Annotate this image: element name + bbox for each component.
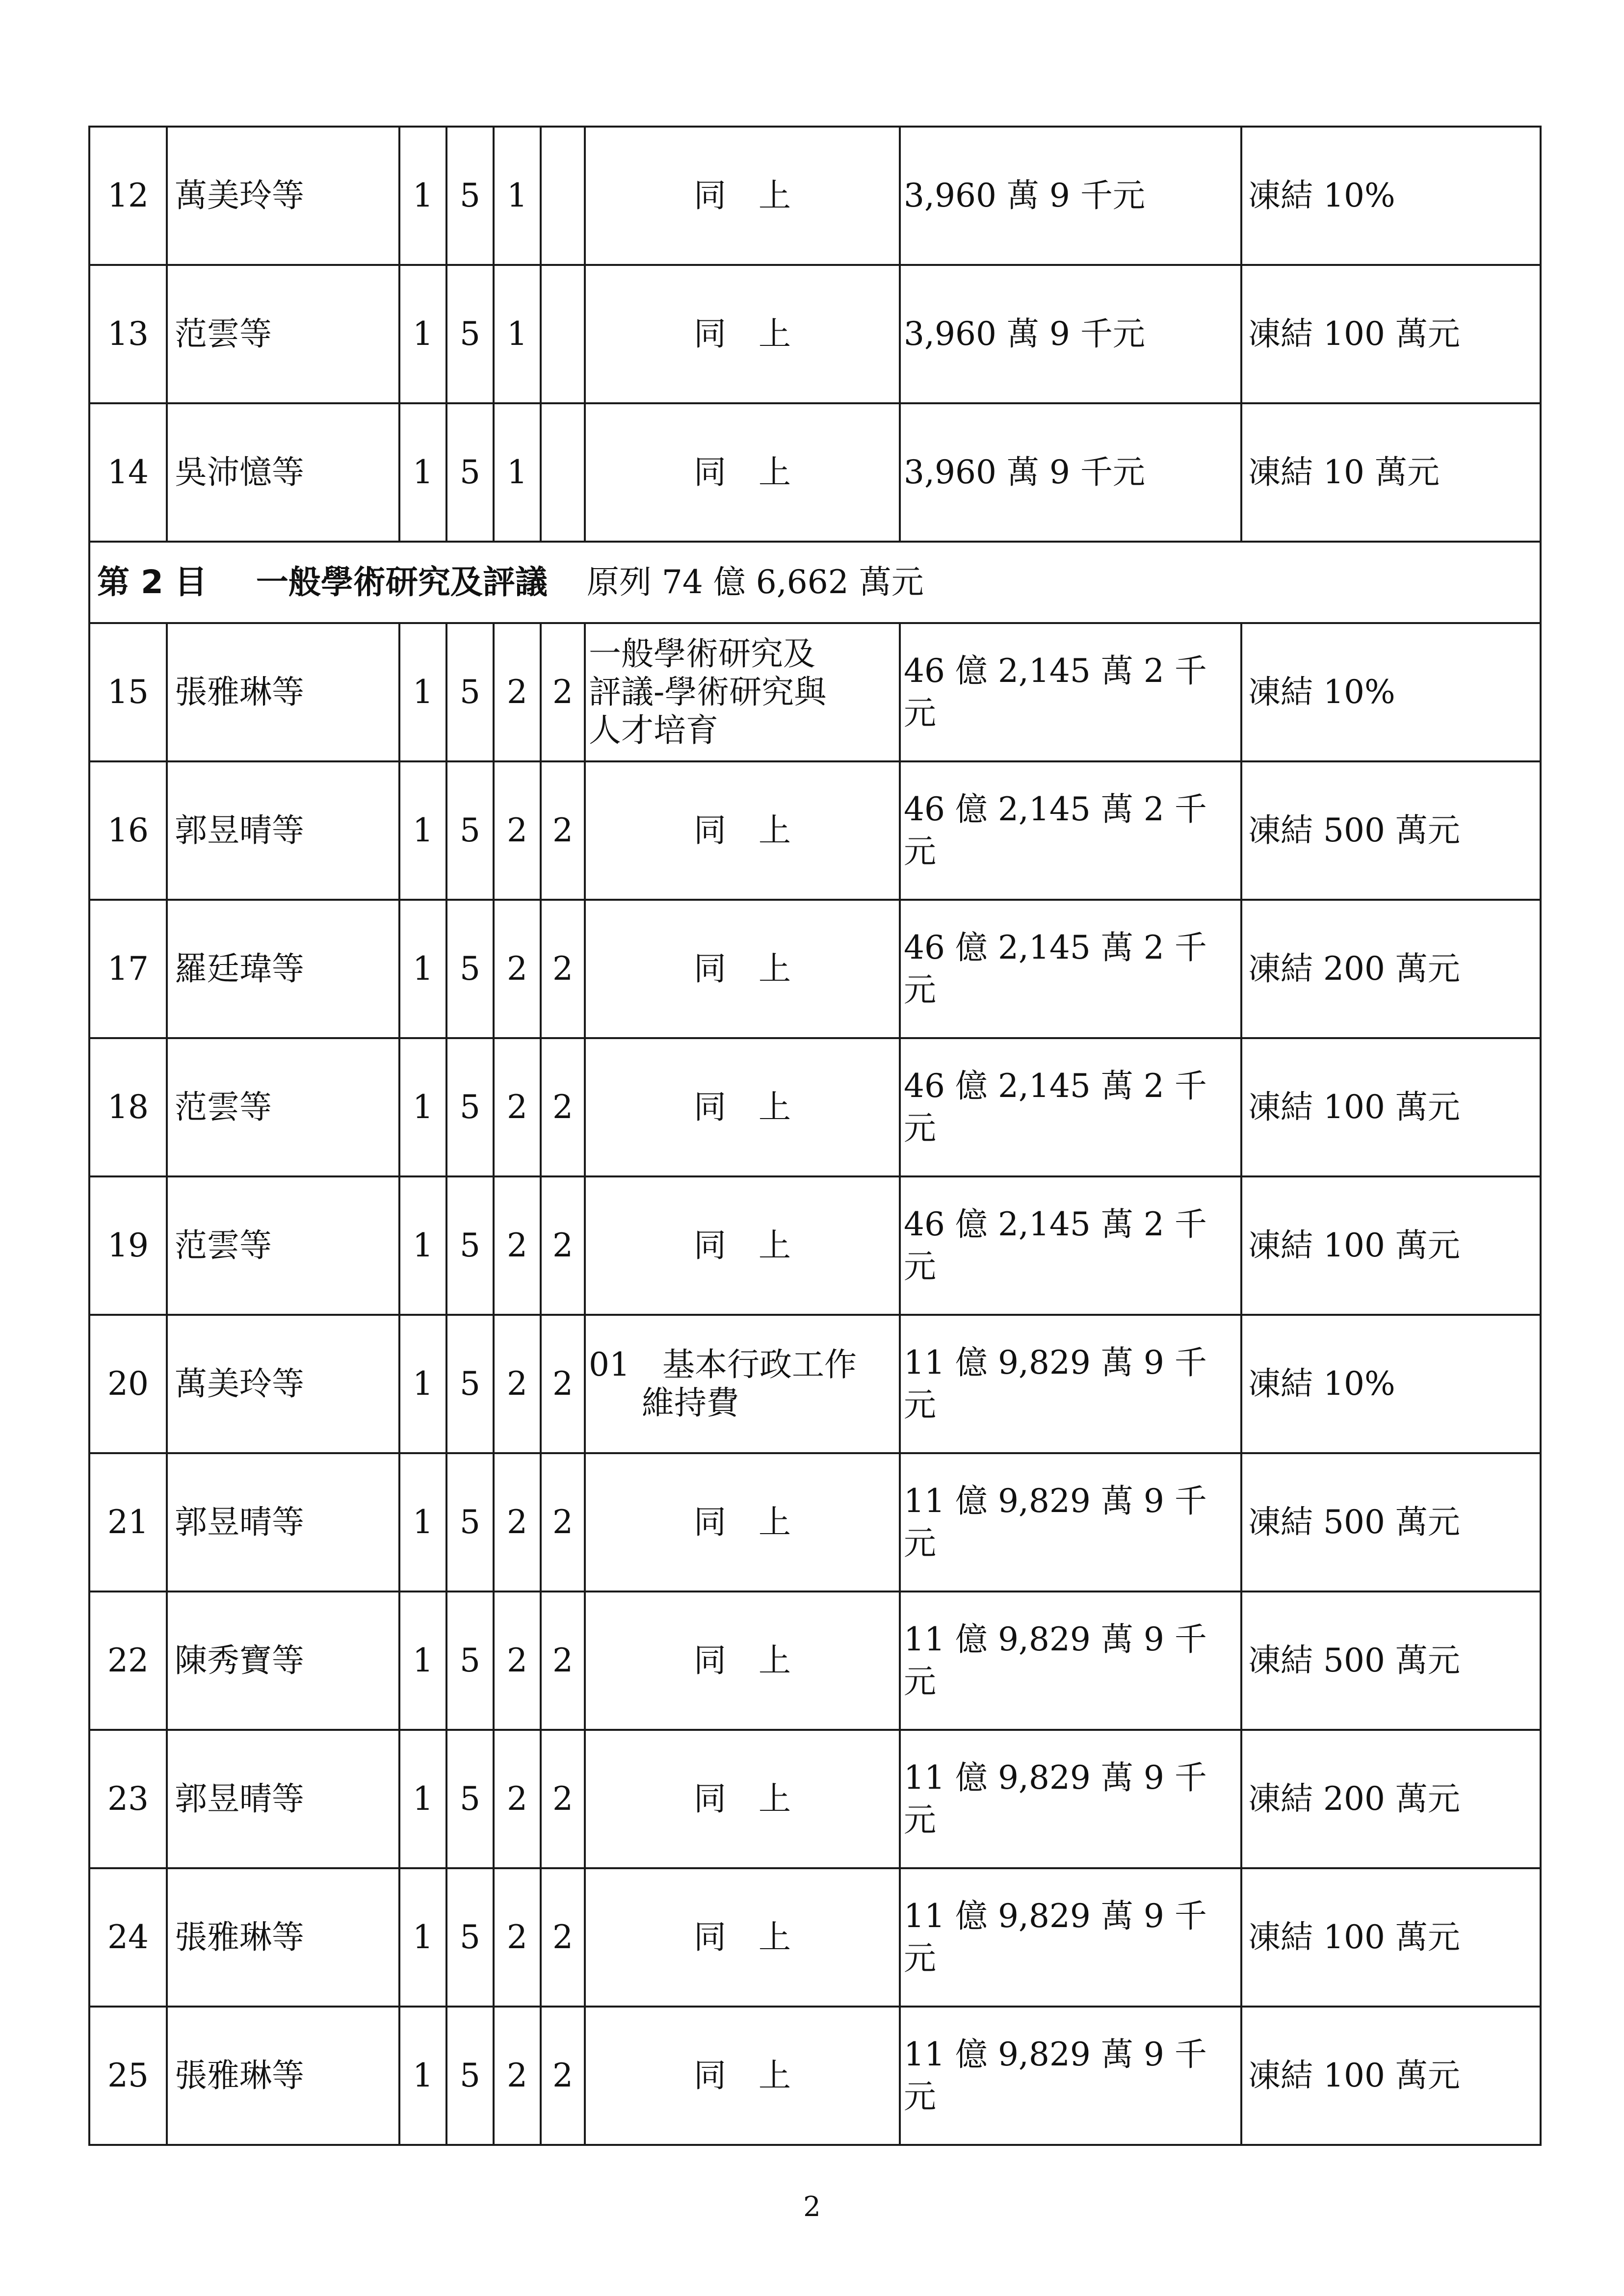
proposer-name: 羅廷瑋等 [167,900,399,1038]
code-cell: 5 [446,761,494,900]
budget-amount-line: 元 [904,1386,936,1424]
budget-item: 同 上 [585,761,900,900]
code-cell: 2 [541,1315,585,1453]
table-row [89,1038,1541,1176]
budget-amount-line: 元 [904,694,936,732]
code-cell: 2 [494,1315,541,1453]
code-cell: 1 [399,1453,446,1592]
table-row [89,127,1541,265]
row-number: 25 [89,2007,167,2145]
code-cell: 1 [399,900,446,1038]
code-cell: 5 [446,265,494,403]
freeze-action: 凍結 10% [1241,623,1541,761]
code-cell: 2 [494,761,541,900]
row-number: 19 [89,1176,167,1315]
freeze-action: 凍結 100 萬元 [1241,1868,1541,2007]
proposer-name: 萬美玲等 [167,127,399,265]
code-cell: 2 [494,1453,541,1592]
budget-amount-line: 元 [904,1663,936,1700]
budget-item: 同 上 [585,127,900,265]
budget-amount-line: 11 億 9,829 萬 9 千 [904,1344,1207,1382]
table-row [89,403,1541,542]
code-cell: 1 [399,1592,446,1730]
budget-amount-line: 元 [904,1109,936,1147]
budget-amount: 3,960 萬 9 千元 [900,403,1241,542]
table-row [89,1868,1541,2007]
proposer-name: 范雲等 [167,1038,399,1176]
budget-item-line: 一般學術研究及 [589,635,815,673]
row-number: 14 [89,403,167,542]
freeze-action: 凍結 100 萬元 [1241,1038,1541,1176]
row-number: 24 [89,1868,167,2007]
budget-amount-line: 元 [904,833,936,870]
freeze-action: 凍結 200 萬元 [1241,1730,1541,1868]
row-number: 20 [89,1315,167,1453]
proposer-name: 郭昱晴等 [167,1453,399,1592]
code-cell: 2 [541,1038,585,1176]
budget-item: 同 上 [585,2007,900,2145]
budget-amount [900,1868,1241,2007]
budget-amount-line: 46 億 2,145 萬 2 千 [904,929,1207,967]
code-cell [541,265,585,403]
section-header [89,542,1541,623]
code-cell: 1 [494,403,541,542]
row-number: 15 [89,623,167,761]
code-cell: 1 [399,127,446,265]
budget-amount-line: 11 億 9,829 萬 9 千 [904,1759,1207,1797]
code-cell: 5 [446,900,494,1038]
code-cell: 2 [494,1038,541,1176]
freeze-action: 凍結 100 萬元 [1241,1176,1541,1315]
code-cell: 2 [494,1730,541,1868]
code-cell [541,403,585,542]
budget-amount-line: 46 億 2,145 萬 2 千 [904,652,1207,690]
code-cell: 1 [399,265,446,403]
budget-amount [900,1176,1241,1315]
proposer-name: 范雲等 [167,1176,399,1315]
code-cell: 2 [541,1868,585,2007]
budget-amount [900,1730,1241,1868]
row-number: 13 [89,265,167,403]
row-number: 18 [89,1038,167,1176]
code-cell: 1 [399,1176,446,1315]
budget-amount-line: 元 [904,2078,936,2115]
code-cell: 2 [494,623,541,761]
table-row [89,1592,1541,1730]
budget-amount-line: 元 [904,1801,936,1839]
budget-item: 同 上 [585,1868,900,2007]
code-cell: 5 [446,2007,494,2145]
freeze-action: 凍結 10 萬元 [1241,403,1541,542]
budget-amount [900,1592,1241,1730]
proposer-name: 郭昱晴等 [167,1730,399,1868]
budget-item: 同 上 [585,900,900,1038]
budget-item-line: 人才培育 [589,711,718,749]
code-cell: 1 [399,2007,446,2145]
budget-item: 同 上 [585,1176,900,1315]
code-cell: 1 [399,623,446,761]
budget-motion-table [88,126,1542,2146]
code-cell: 2 [541,1730,585,1868]
row-number: 17 [89,900,167,1038]
freeze-action: 凍結 10% [1241,127,1541,265]
budget-amount-line: 11 億 9,829 萬 9 千 [904,1482,1207,1520]
code-cell: 1 [399,403,446,542]
table-row [89,1176,1541,1315]
code-cell: 2 [494,1868,541,2007]
code-cell: 5 [446,1730,494,1868]
code-cell: 2 [541,1453,585,1592]
table-row [89,761,1541,900]
freeze-action: 凍結 100 萬元 [1241,2007,1541,2145]
budget-amount-line: 元 [904,1939,936,1977]
table-row [89,2007,1541,2145]
freeze-action: 凍結 500 萬元 [1241,761,1541,900]
section-header-row [89,542,1541,623]
budget-amount [900,1453,1241,1592]
budget-item-line: 評議-學術研究與 [589,673,827,711]
budget-item-line: 維持費 [642,1384,739,1422]
code-cell: 5 [446,1868,494,2007]
row-number: 22 [89,1592,167,1730]
proposer-name: 吳沛憶等 [167,403,399,542]
budget-amount [900,2007,1241,2145]
code-cell: 2 [494,2007,541,2145]
proposer-name: 萬美玲等 [167,1315,399,1453]
row-number: 23 [89,1730,167,1868]
code-cell [541,127,585,265]
code-cell: 1 [399,1868,446,2007]
budget-item [585,1315,900,1453]
budget-item: 同 上 [585,1730,900,1868]
code-cell: 5 [446,1038,494,1176]
budget-amount: 3,960 萬 9 千元 [900,127,1241,265]
budget-amount-line: 元 [904,1524,936,1562]
section-title: 一般學術研究及評議 [256,563,548,601]
code-cell: 2 [541,761,585,900]
budget-amount [900,1315,1241,1453]
budget-amount-line: 46 億 2,145 萬 2 千 [904,790,1207,829]
section-label: 第 2 目 [97,563,207,601]
code-cell: 2 [494,1592,541,1730]
budget-item: 同 上 [585,1038,900,1176]
budget-item: 同 上 [585,403,900,542]
budget-item-line: 01 基本行政工作 [589,1346,857,1384]
proposer-name: 范雲等 [167,265,399,403]
code-cell: 1 [399,1315,446,1453]
section-original-amount: 原列 74 億 6,662 萬元 [586,563,924,601]
table-row [89,623,1541,761]
code-cell: 2 [541,1592,585,1730]
budget-amount-line: 元 [904,1248,936,1285]
proposer-name: 張雅琳等 [167,2007,399,2145]
table-row [89,1315,1541,1453]
budget-amount: 3,960 萬 9 千元 [900,265,1241,403]
code-cell: 5 [446,127,494,265]
proposer-name: 張雅琳等 [167,1868,399,2007]
table-row [89,900,1541,1038]
row-number: 16 [89,761,167,900]
budget-amount-line: 11 億 9,829 萬 9 千 [904,2035,1207,2074]
table-row [89,265,1541,403]
budget-amount [900,1038,1241,1176]
code-cell: 2 [541,900,585,1038]
code-cell: 2 [541,2007,585,2145]
budget-item [585,623,900,761]
code-cell: 1 [399,761,446,900]
budget-item: 同 上 [585,265,900,403]
budget-amount-line: 11 億 9,829 萬 9 千 [904,1897,1207,1935]
code-cell: 1 [399,1038,446,1176]
proposer-name: 郭昱晴等 [167,761,399,900]
code-cell: 5 [446,623,494,761]
budget-item: 同 上 [585,1592,900,1730]
freeze-action: 凍結 200 萬元 [1241,900,1541,1038]
table-row [89,1453,1541,1592]
budget-amount-line: 46 億 2,145 萬 2 千 [904,1205,1207,1244]
code-cell: 1 [494,265,541,403]
proposer-name: 張雅琳等 [167,623,399,761]
budget-amount [900,900,1241,1038]
row-number: 21 [89,1453,167,1592]
code-cell: 5 [446,1315,494,1453]
code-cell: 1 [494,127,541,265]
budget-amount-line: 11 億 9,829 萬 9 千 [904,1620,1207,1659]
budget-amount [900,623,1241,761]
budget-amount-line: 元 [904,971,936,1009]
page-number: 2 [803,2191,821,2223]
code-cell: 2 [494,900,541,1038]
budget-item: 同 上 [585,1453,900,1592]
proposer-name: 陳秀寶等 [167,1592,399,1730]
table-row [89,1730,1541,1868]
code-cell: 2 [541,1176,585,1315]
freeze-action: 凍結 500 萬元 [1241,1453,1541,1592]
code-cell: 5 [446,1453,494,1592]
code-cell: 1 [399,1730,446,1868]
code-cell: 5 [446,1592,494,1730]
row-number: 12 [89,127,167,265]
freeze-action: 凍結 500 萬元 [1241,1592,1541,1730]
freeze-action: 凍結 10% [1241,1315,1541,1453]
code-cell: 2 [494,1176,541,1315]
code-cell: 5 [446,1176,494,1315]
code-cell: 2 [541,623,585,761]
budget-amount-line: 46 億 2,145 萬 2 千 [904,1067,1207,1105]
freeze-action: 凍結 100 萬元 [1241,265,1541,403]
budget-amount [900,761,1241,900]
code-cell: 5 [446,403,494,542]
